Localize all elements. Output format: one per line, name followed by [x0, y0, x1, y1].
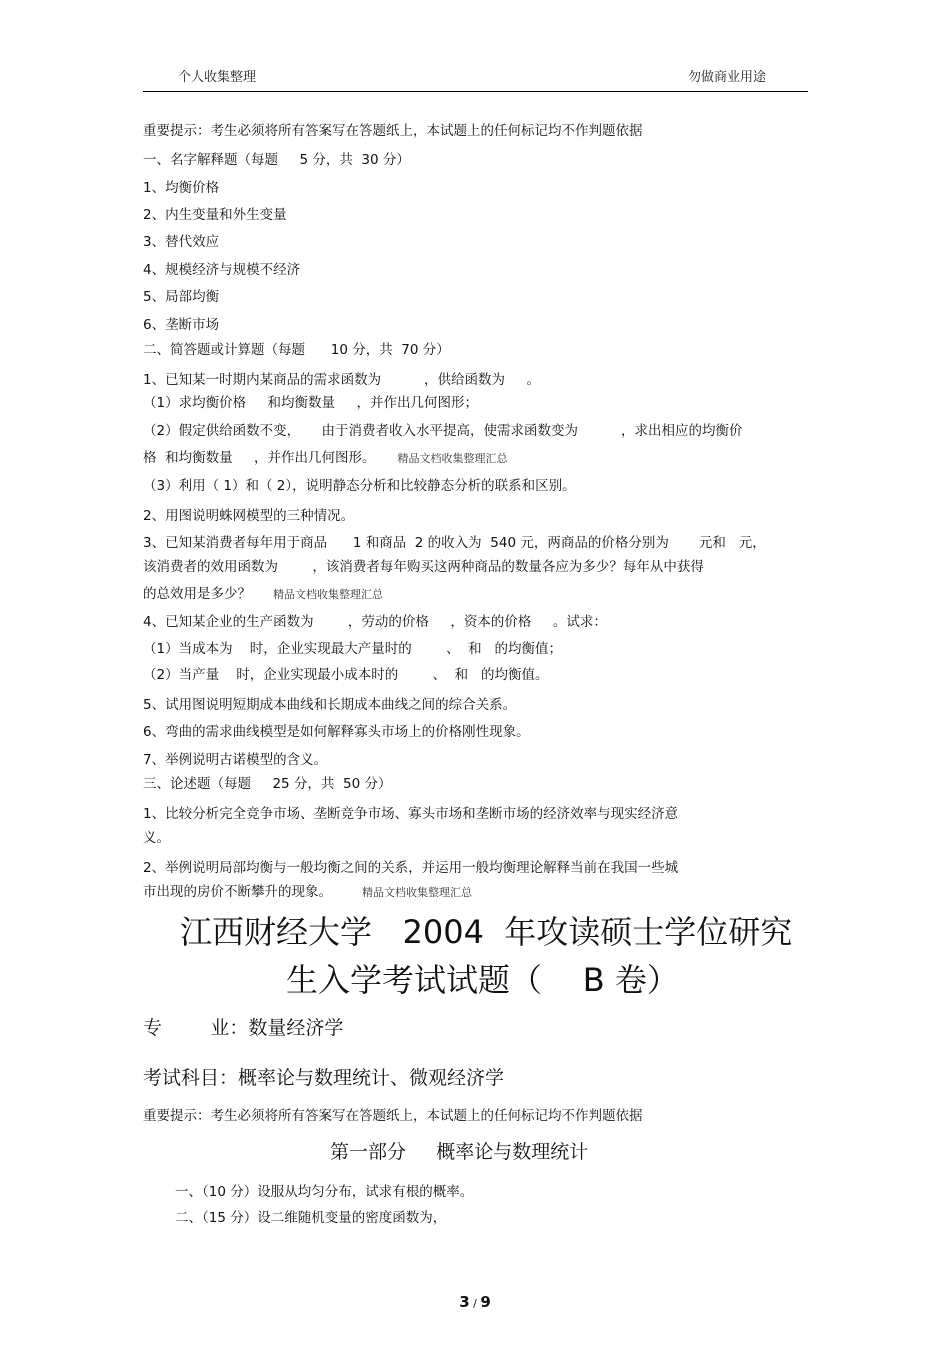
question-line — [143, 883, 472, 902]
watermark-note: 精品文档收集整理汇总 — [362, 886, 472, 899]
section-title-short-answer: 二、简答题或计算题（每题 10 分，共 70 分） — [143, 342, 450, 358]
question-line: （2）当产量 时，企业实现最小成本时的 、 和 的均衡值。 — [143, 667, 549, 683]
notice-text: 重要提示：考生必须将所有答案写在答题纸上，本试题上的任何标记均不作判题依据 — [143, 123, 643, 139]
question-line: 3、已知某消费者每年用于商品 1 和商品 2 的收入为 540 元，两商品的价格分别为 元和 元， — [143, 535, 766, 551]
question-line: （1）当成本为 时，企业实现最大产量时的 、 和 的均衡值； — [143, 641, 563, 657]
question-line: 二、（15 分）设二维随机变量的密度函数为， — [175, 1210, 447, 1226]
question-text: 的总效用是多少？ — [143, 586, 251, 602]
header-rule — [143, 91, 808, 92]
question-line: 一、（10 分）设服从均匀分布，试求有根的概率。 — [175, 1184, 474, 1200]
question-text: 格 和均衡数量 ，并作出几何图形。 — [143, 450, 376, 466]
page-current: 3 — [459, 1293, 470, 1311]
exam-title-line1: 江西财经大学 2004 年攻读硕士学位研究 — [180, 913, 793, 951]
term-item: 5、局部均衡 — [143, 289, 220, 305]
term-item: 6、垄断市场 — [143, 317, 220, 333]
exam-title-line2: 生入学考试试题（ B 卷） — [286, 961, 679, 999]
question-line: 6、弯曲的需求曲线模型是如何解释寡头市场上的价格刚性现象。 — [143, 724, 530, 740]
page-header-left: 个人收集整理 — [178, 70, 257, 85]
question-line: 1、比较分析完全竞争市场、垄断竞争市场、寡头市场和垄断市场的经济效率与现实经济意 — [143, 806, 679, 822]
term-item: 3、替代效应 — [143, 234, 220, 250]
page-number — [0, 1293, 950, 1311]
exam-subjects: 考试科目：概率论与数理统计、微观经济学 — [143, 1067, 505, 1089]
notice-text: 重要提示：考生必须将所有答案写在答题纸上，本试题上的任何标记均不作判题依据 — [143, 1108, 643, 1124]
question-line: 1、已知某一时期内某商品的需求函数为 ，供给函数为 。 — [143, 372, 540, 388]
question-line: 2、举例说明局部均衡与一般均衡之间的关系，并运用一般均衡理论解释当前在我国一些城 — [143, 860, 679, 876]
question-line: 5、试用图说明短期成本曲线和长期成本曲线之间的综合关系。 — [143, 697, 517, 713]
term-item: 2、内生变量和外生变量 — [143, 207, 287, 223]
question-line: （1）求均衡价格 和均衡数量 ，并作出几何图形； — [143, 395, 479, 411]
part-title: 第一部分 概率论与数理统计 — [330, 1141, 589, 1163]
page-total: 9 — [480, 1293, 491, 1311]
question-line: （3）利用（ 1）和（ 2），说明静态分析和比较静态分析的联系和区别。 — [143, 478, 576, 494]
question-text: 市出现的房价不断攀升的现象。 — [143, 884, 332, 900]
question-line: 义。 — [143, 830, 170, 846]
section-title-essay: 三、论述题（每题 25 分，共 50 分） — [143, 776, 392, 792]
page-header-right: 勿做商业用途 — [688, 70, 767, 85]
question-line: 4、已知某企业的生产函数为 ，劳动的价格 ，资本的价格 。试求： — [143, 614, 607, 630]
question-line: 2、用图说明蛛网模型的三种情况。 — [143, 508, 355, 524]
term-item: 4、规模经济与规模不经济 — [143, 262, 301, 278]
page-separator: / — [469, 1297, 481, 1310]
watermark-note: 精品文档收集整理汇总 — [273, 588, 383, 601]
question-line — [143, 585, 383, 604]
question-line: （2）假定供给函数不变， 由于消费者收入水平提高，使需求函数变为 ，求出相应的均衡价 — [143, 423, 743, 439]
section-title-definitions: 一、名字解释题（每题 5 分，共 30 分） — [143, 152, 410, 168]
exam-major: 专 业：数量经济学 — [143, 1017, 344, 1039]
question-line: 该消费者的效用函数为 ，该消费者每年购买这两种商品的数量各应为多少？每年从中获得 — [143, 559, 704, 575]
term-item: 1、均衡价格 — [143, 180, 220, 196]
question-line: 7、举例说明古诺模型的含义。 — [143, 752, 328, 768]
question-line — [143, 449, 508, 468]
watermark-note: 精品文档收集整理汇总 — [397, 452, 508, 465]
